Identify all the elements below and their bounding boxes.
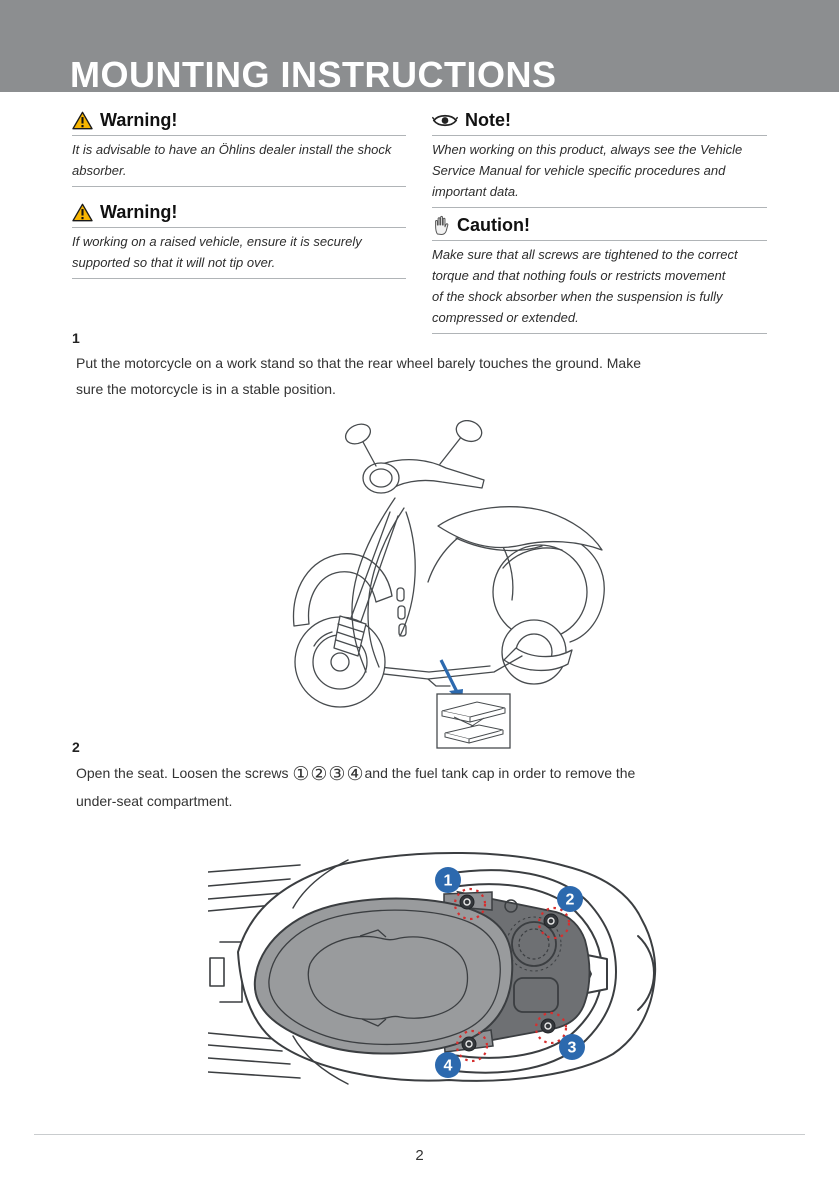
step1-text — [72, 350, 772, 402]
warning-text — [72, 136, 406, 187]
notice-line: torque and that nothing fouls or restricts movement — [432, 268, 726, 283]
warning-label: Warning! — [100, 202, 178, 222]
note-heading — [432, 110, 767, 136]
notice-column-right — [432, 110, 767, 340]
step2-number: 2 — [72, 739, 80, 755]
step-line — [76, 760, 772, 788]
step1-number: 1 — [72, 330, 80, 346]
seat-top-view-illustration — [208, 842, 666, 1104]
step-line: under-seat compartment. — [76, 793, 233, 809]
callout-badge-1-label: 1 — [443, 872, 453, 890]
step2-text — [72, 760, 772, 814]
front-fender — [293, 554, 392, 626]
warning-block-2 — [72, 202, 406, 279]
screw-2 — [544, 914, 558, 928]
page-number: 2 — [415, 1147, 424, 1164]
notice-line: compressed or extended. — [432, 310, 579, 325]
note-block — [432, 110, 767, 208]
step-line: sure the motorcycle is in a stable position. — [76, 381, 336, 397]
warning-block-1 — [72, 110, 406, 187]
notice-line: Make sure that all screws are tightened to the correct — [432, 247, 738, 262]
notice-line: It is advisable to have an Öhlins dealer install the shock — [72, 142, 392, 157]
notice-column-left — [72, 110, 406, 294]
left-mirror — [342, 420, 373, 447]
caution-label: Caution! — [457, 214, 530, 235]
caution-text — [432, 241, 767, 334]
callout-badge-4-label: 4 — [443, 1057, 453, 1075]
step-line: Put the motorcycle on a work stand so that the rear wheel barely touches the ground. Make — [76, 355, 641, 371]
screw-4 — [462, 1037, 476, 1051]
notice-line: Service Manual for vehicle specific procedures and — [432, 163, 726, 178]
note-text — [432, 136, 767, 208]
caution-heading — [432, 214, 767, 241]
notice-line: If working on a raised vehicle, ensure it is securely — [72, 234, 362, 249]
headlight — [363, 463, 399, 493]
notice-line: When working on this product, always see the Vehicle — [432, 142, 743, 157]
warning-heading — [72, 110, 406, 136]
warning-triangle-icon — [72, 203, 93, 222]
warning-text — [72, 228, 406, 279]
note-label: Note! — [465, 110, 511, 130]
step2-line1-prefix: Open the seat. Loosen the screws — [76, 765, 293, 781]
circled-screw-numbers: ①②③④ — [292, 764, 365, 785]
scooter-illustration — [278, 420, 610, 758]
step2-line1-suffix: and the fuel tank cap in order to remove the — [364, 765, 636, 781]
warning-label: Warning! — [100, 110, 178, 130]
screw-1 — [460, 895, 474, 909]
notice-line: important data. — [432, 184, 519, 199]
callout-badge-2-label: 2 — [565, 891, 575, 909]
warning-heading — [72, 202, 406, 228]
page-title: MOUNTING INSTRUCTIONS — [70, 54, 557, 95]
caution-block — [432, 214, 767, 334]
screw-3 — [541, 1019, 555, 1033]
warning-triangle-icon — [72, 111, 93, 130]
hand-icon — [432, 214, 450, 236]
footer-divider — [34, 1134, 805, 1135]
eye-icon — [432, 112, 458, 129]
notice-line: supported so that it will not tip over. — [72, 255, 276, 270]
work-stand-inset — [437, 694, 510, 748]
notice-line: of the shock absorber when the suspension is fully — [432, 289, 723, 304]
notice-line: absorber. — [72, 163, 127, 178]
seat — [438, 507, 602, 550]
callout-badge-3-label: 3 — [567, 1039, 577, 1057]
